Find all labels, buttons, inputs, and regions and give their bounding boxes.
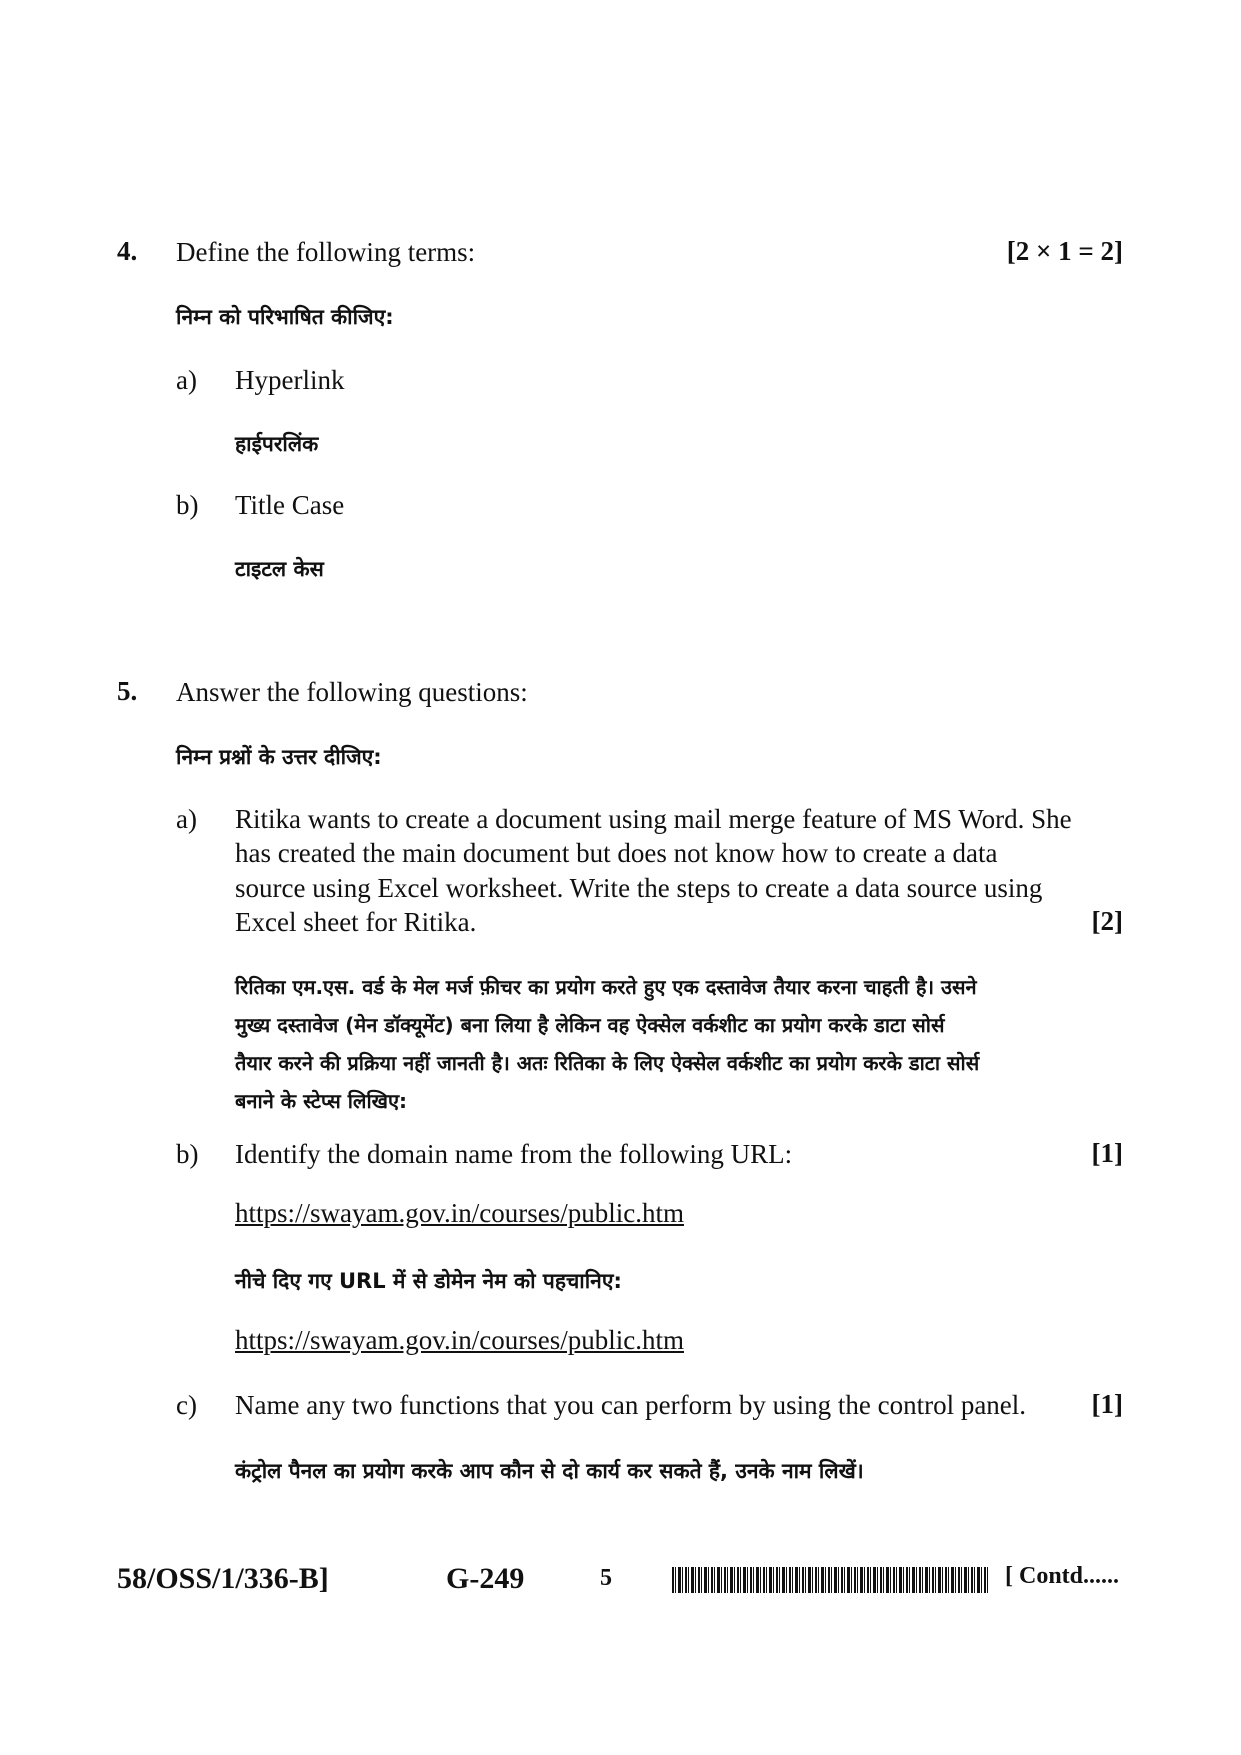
q4-item-a-term: Hyperlink [235,365,345,395]
q5c-question-en: Name any two functions that you can perform by using the control panel. [235,1390,1027,1420]
footer-page-number: 5 [600,1565,612,1591]
q5-number: 5. [117,676,138,706]
barcode [672,1567,990,1593]
q4-number: 4. [117,236,138,266]
q4-item-b-term-hi: टाइटल केस [235,557,324,581]
q5a-marks: [2] [1091,906,1123,936]
q5a-line-1: Ritika wants to create a document using mail merge feature of MS Word. She [235,804,1072,834]
q5a-hi-line-3: तैयार करने की प्रक्रिया नहीं जानती है। अतः रितिका के लिए ऐक्सेल वर्कशीट का प्रयोग करके डाटा सोर्स [235,1051,980,1075]
q5a-hi-line-2: मुख्य दस्तावेज (मेन डॉक्यूमेंट) बना लिया है लेकिन वह ऐक्सेल वर्कशीट का प्रयोग करके डाटा सोर्स [235,1013,945,1037]
q4-item-b-label: b) [176,490,199,520]
q5c-marks: [1] [1091,1389,1123,1419]
footer-paper-code: 58/OSS/1/336-B] [117,1562,329,1595]
q5b-label: b) [176,1139,199,1169]
q5a-line-2: has created the main document but does not know how to create a data [235,838,998,868]
q5c-label: c) [176,1390,197,1420]
q4-item-a-term-hi: हाईपरलिंक [235,432,319,456]
footer-series: G-249 [446,1562,525,1595]
q5a-line-3: source using Excel worksheet. Write the steps to create a data source using [235,873,1043,903]
q5a-hi-line-4: बनाने के स्टेप्स लिखिए: [235,1089,408,1113]
q4-item-a-label: a) [176,365,197,395]
q5b-question-hi: नीचे दिए गए URL में से डोमेन नेम को पहचानिए: [235,1269,622,1293]
q5b-url: https://swayam.gov.in/courses/public.htm [235,1198,684,1228]
q5-prompt-hi: निम्न प्रश्नों के उत्तर दीजिए: [176,745,382,769]
q5c-question-hi: कंट्रोल पैनल का प्रयोग करके आप कौन से दो कार्य कर सकते हैं, उनके नाम लिखें। [235,1459,864,1483]
q4-marks: [2 × 1 = 2] [1006,236,1123,266]
q4-prompt-en: Define the following terms: [176,237,476,267]
q5a-hi-line-1: रितिका एम.एस. वर्ड के मेल मर्ज फ़ीचर का प्रयोग करते हुए एक दस्तावेज तैयार करना चाहती है। उसने [235,975,977,999]
q5b-question-en: Identify the domain name from the following URL: [235,1139,793,1169]
q5-prompt-en: Answer the following questions: [176,677,528,707]
q5a-line-4: Excel sheet for Ritika. [235,907,477,937]
q5a-hi-paragraph [235,968,1123,1120]
q5a-label: a) [176,804,197,834]
q4-item-b-term: Title Case [235,490,345,520]
q4-prompt-hi: निम्न को परिभाषित कीजिए: [176,305,394,329]
q5b-marks: [1] [1091,1138,1123,1168]
q5b-url-hi: https://swayam.gov.in/courses/public.htm [235,1325,684,1355]
footer-contd: [ Contd...... [1005,1563,1120,1589]
